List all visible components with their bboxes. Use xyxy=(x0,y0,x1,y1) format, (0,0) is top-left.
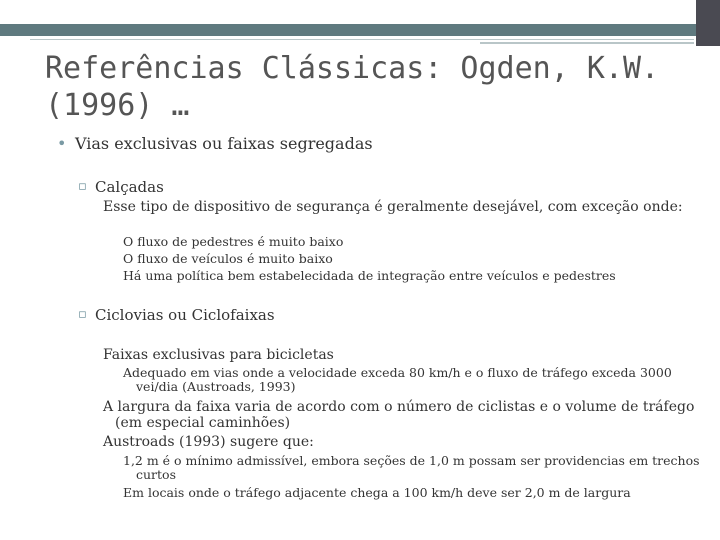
bullet-level3 xyxy=(103,199,695,215)
bullet-text: Calçadas xyxy=(95,178,164,196)
bullet-level4 xyxy=(123,366,701,394)
bullet-text: Adequado em vias onde a velocidade exceda 80 km/h e o fluxo de tráfego exceda 3000 vei/dia (Austroads, 1993) xyxy=(123,365,672,394)
bullet-text: Esse tipo de dispositivo de segurança é geralmente desejável, com exceção onde: xyxy=(103,199,683,215)
bullet-text: Em locais onde o tráfego adjacente chega a 100 km/h deve ser 2,0 m de largura xyxy=(123,485,631,500)
bullet-text: A largura da faixa varia de acordo com o número de ciclistas e o volume de tráfego (em especial caminhões) xyxy=(103,399,695,431)
bullet-text: Faixas exclusivas para bicicletas xyxy=(103,347,334,363)
bullet-text: O fluxo de pedestres é muito baixo xyxy=(123,234,344,249)
bullet-text: Há uma política bem estabelecidada de integração entre veículos e pedestres xyxy=(123,268,616,283)
bullet-text: O fluxo de veículos é muito baixo xyxy=(123,251,333,266)
bullet-level2 xyxy=(78,306,685,324)
bullet-level3 xyxy=(103,434,695,450)
slide-title: Referências Clássicas: Ogden, K.W. (1996) … xyxy=(45,51,660,123)
bullet-level1 xyxy=(57,134,695,154)
bullet-text: Ciclovias ou Ciclofaixas xyxy=(95,306,275,324)
bullet-level4 xyxy=(123,486,701,500)
bullet-text: Austroads (1993) sugere que: xyxy=(103,434,314,450)
bullet-level3 xyxy=(103,347,695,363)
bullet-dot-icon: • xyxy=(57,134,67,153)
bullet-level4 xyxy=(123,269,701,283)
bullet-level4 xyxy=(123,454,701,482)
bullet-square-icon: ▫ xyxy=(78,179,87,194)
bullet-level3 xyxy=(103,399,695,431)
bullet-text: Vias exclusivas ou faixas segregadas xyxy=(75,134,373,153)
bullet-level2 xyxy=(78,178,685,196)
bullet-square-icon: ▫ xyxy=(78,307,87,322)
bullet-text: 1,2 m é o mínimo admissível, embora seções de 1,0 m possam ser providencias em trechos curtos xyxy=(123,453,700,482)
bullet-level4 xyxy=(123,235,701,249)
bullet-level4 xyxy=(123,252,701,266)
